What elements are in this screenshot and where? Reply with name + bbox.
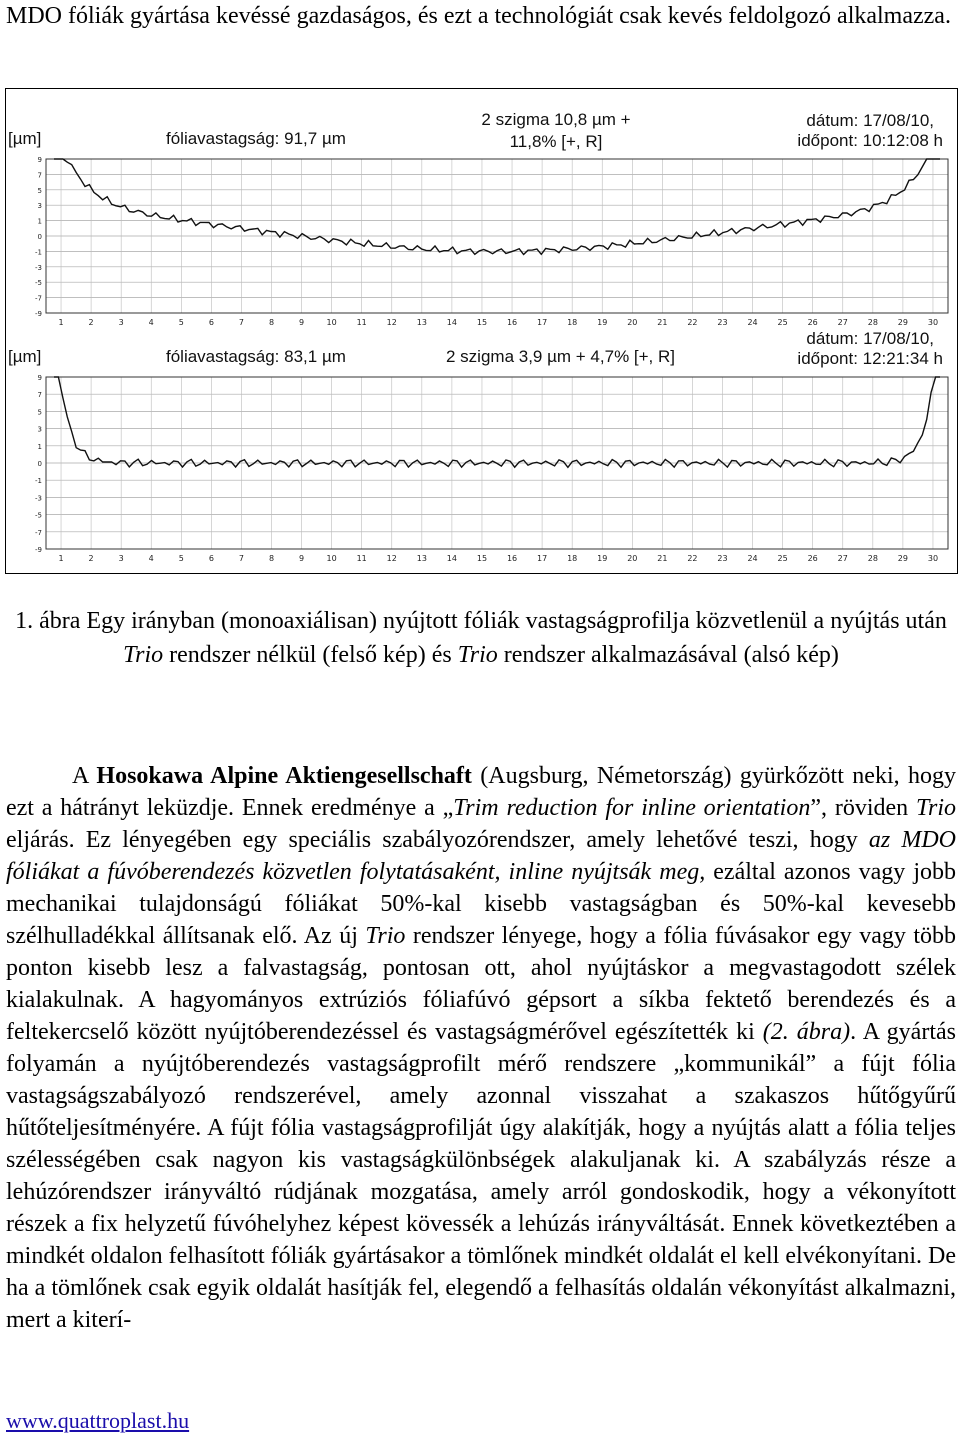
- x-tick-label: 5: [178, 554, 184, 563]
- profile-curve: [54, 377, 940, 467]
- y-tick-label: -1: [35, 248, 42, 257]
- x-tick-label: 18: [567, 318, 578, 327]
- x-tick-label: 30: [927, 318, 939, 327]
- body-text-4: eljárás. Ez lényegében egy speciális szabályozórendszer, amely lehetővé teszi, hogy: [6, 827, 869, 853]
- x-tick-label: 17: [537, 554, 548, 563]
- y-tick-label: 5: [37, 408, 42, 417]
- x-tick-label: 26: [807, 318, 818, 327]
- x-tick-label: 22: [687, 318, 698, 327]
- y-tick-label: 0: [37, 460, 42, 468]
- y-tick-label: -3: [35, 263, 42, 272]
- caption-text-3: rendszer alkalmazásával (alsó kép): [497, 642, 839, 668]
- top-date: dátum: 17/08/10,: [806, 111, 934, 130]
- x-tick-label: 21: [657, 318, 668, 327]
- x-tick-label: 17: [537, 318, 548, 327]
- y-tick-label: 9: [37, 156, 42, 164]
- x-tick-label: 11: [356, 554, 367, 563]
- x-tick-label: 13: [416, 554, 427, 563]
- intro-paragraph: MDO fóliák gyártása kevéssé gazdaságos, és ezt a technológiát csak kevés feldolgozó alkalmazza.: [6, 3, 951, 29]
- x-tick-label: 24: [747, 554, 758, 563]
- x-tick-label: 6: [208, 318, 214, 327]
- x-tick-label: 28: [867, 318, 878, 327]
- top-profile-plot: [6, 153, 957, 333]
- x-tick-label: 2: [88, 554, 94, 563]
- x-tick-label: 4: [148, 318, 154, 327]
- x-tick-label: 15: [476, 554, 488, 563]
- x-tick-label: 20: [627, 554, 638, 563]
- y-tick-label: 9: [37, 374, 42, 382]
- x-tick-label: 14: [446, 318, 457, 327]
- x-tick-label: 10: [326, 554, 337, 563]
- y-tick-label: 3: [37, 425, 42, 434]
- website-link[interactable]: www.quattroplast.hu: [6, 1408, 190, 1433]
- y-tick-label: -9: [35, 310, 42, 318]
- x-tick-label: 1: [58, 318, 64, 327]
- x-tick-label: 16: [506, 554, 518, 563]
- x-tick-label: 20: [627, 318, 638, 327]
- y-tick-label: -3: [35, 494, 42, 503]
- top-sigma-line1: 2 szigma 10,8 µm +: [481, 110, 631, 129]
- x-tick-label: 5: [178, 318, 184, 327]
- x-tick-label: 29: [897, 318, 908, 327]
- y-tick-label: -1: [35, 477, 42, 486]
- bottom-unit-label: [µm]: [8, 347, 42, 366]
- y-tick-label: 1: [37, 217, 42, 226]
- x-tick-label: 27: [837, 554, 848, 563]
- x-tick-label: 29: [897, 554, 908, 563]
- body-text-5: ezáltal azonos vagy jobb mechanikai tulajdonságú fóliákat 50%-kal kisebb vastagságban és 50%-kal kevesebb szélhulladékkal állítsanak elő. Az új: [6, 859, 956, 949]
- caption-trio-1: Trio: [123, 642, 164, 668]
- body-text-1: A: [72, 763, 97, 789]
- x-tick-label: 25: [777, 318, 788, 327]
- figure2-reference: (2. ábra): [762, 1019, 851, 1045]
- x-tick-label: 10: [326, 318, 337, 327]
- bottom-date: dátum: 17/08/10,: [806, 329, 934, 348]
- x-tick-label: 11: [356, 318, 367, 327]
- bottom-profile-panel: [6, 329, 957, 573]
- x-tick-label: 7: [238, 554, 244, 563]
- trim-term: Trim reduction for inline orientation: [453, 795, 811, 821]
- top-sigma-label: [446, 109, 666, 153]
- x-tick-label: 3: [118, 318, 124, 327]
- x-tick-label: 9: [299, 554, 305, 563]
- body-trio-1: Trio: [915, 795, 957, 821]
- thickness-profile-figure: [5, 88, 958, 574]
- y-tick-label: 7: [37, 391, 42, 400]
- x-tick-label: 14: [446, 554, 457, 563]
- x-tick-label: 3: [118, 554, 124, 563]
- body-paragraph: [6, 760, 956, 1336]
- bottom-date-block: [797, 329, 943, 369]
- y-tick-label: 0: [37, 233, 42, 241]
- body-text-2: (Augsburg, Németország) gyürkőzött neki, hogy ezt a hátrányt leküzdje. Ennek eredménye a „: [6, 763, 957, 821]
- top-sigma-line2: 11,8% [+, R]: [509, 132, 603, 151]
- x-tick-label: 18: [567, 554, 578, 563]
- x-tick-label: 12: [386, 554, 397, 563]
- y-tick-label: 7: [37, 171, 42, 180]
- top-unit-label: [µm]: [8, 129, 42, 148]
- bottom-time: időpont: 12:21:34 h: [797, 349, 943, 368]
- x-tick-label: 23: [717, 554, 728, 563]
- x-tick-label: 15: [476, 318, 488, 327]
- x-tick-label: 19: [597, 554, 608, 563]
- bottom-thickness-label: fóliavastagság: 83,1 µm: [166, 347, 346, 366]
- x-tick-label: 28: [867, 554, 878, 563]
- x-tick-label: 25: [777, 554, 788, 563]
- y-tick-label: 1: [37, 442, 42, 451]
- x-tick-label: 4: [148, 554, 154, 563]
- x-tick-label: 30: [927, 554, 939, 563]
- x-tick-label: 23: [717, 318, 728, 327]
- top-time: időpont: 10:12:08 h: [797, 131, 943, 150]
- x-tick-label: 6: [208, 554, 214, 563]
- x-tick-label: 26: [807, 554, 818, 563]
- company-name: Hosokawa Alpine Aktiengesellschaft: [96, 763, 472, 789]
- bottom-profile-plot: [6, 371, 957, 571]
- mdo-phrase: az MDO fóliákat a fúvóberendezés közvetlen folytatásaként, inline nyújtsák meg,: [6, 827, 957, 885]
- y-tick-label: -7: [35, 294, 42, 303]
- x-tick-label: 8: [268, 318, 275, 327]
- body-text-7: . A gyártás folyamán a nyújtóberendezés vastagságprofilt mérő rendszere „kommunikál” a fújt fólia vastagságszabályozó rendszerével, amely azonnal visszahat a szakaszos hűtőgyűrű hűtőteljesítményére. A fújt fólia vastagságprofilját úgy alakítják, hogy a nyújtás alatt a fólia teljes szélességében csak nagyon kis vastagságkülönbségek alakuljanak ki. A szabályzás része a lehúzórendszer irányváltó rúdjának mozgatása, amely arról gondoskodik, hogy a vékonyított részek a fix helyzetű fúvóhelyhez képest kövessék a lehúzás irányváltását. Ennek következtében a mindkét oldalon felhasított fóliák gyártásakor a tömlőnek mindkét oldalát el kell elvékonyítani. De ha a tömlőnek csak egyik oldalát hasítják fel, elegendő a felhasítás oldalán vékonyítást alkalmazni, mert a kiterí-: [6, 1019, 956, 1333]
- bottom-sigma-label: 2 szigma 3,9 µm + 4,7% [+, R]: [446, 347, 676, 366]
- y-tick-label: -9: [35, 546, 42, 554]
- caption-text-2: rendszer nélkül (felső kép) és: [163, 642, 458, 668]
- y-tick-label: -5: [35, 511, 42, 520]
- body-text-3: ”, röviden: [810, 795, 916, 821]
- body-trio-2: Trio: [365, 923, 406, 949]
- x-tick-label: 7: [238, 318, 244, 327]
- x-tick-label: 24: [747, 318, 758, 327]
- profile-curve: [54, 159, 940, 255]
- x-tick-label: 21: [657, 554, 668, 563]
- x-tick-label: 9: [299, 318, 305, 327]
- y-tick-label: 5: [37, 186, 42, 195]
- x-tick-label: 13: [416, 318, 427, 327]
- x-tick-label: 16: [506, 318, 518, 327]
- x-tick-label: 8: [268, 554, 275, 563]
- top-thickness-label: fóliavastagság: 91,7 µm: [166, 129, 346, 148]
- y-tick-label: -5: [35, 279, 42, 288]
- x-tick-label: 27: [837, 318, 848, 327]
- top-date-block: [797, 111, 943, 151]
- x-tick-label: 19: [597, 318, 608, 327]
- y-tick-label: 3: [37, 202, 42, 211]
- x-tick-label: 2: [88, 318, 94, 327]
- caption-text-1: 1. ábra Egy irányban (monoaxiálisan) nyújtott fóliák vastagságprofilja közvetlenül a nyújtás után: [15, 608, 947, 634]
- x-tick-label: 12: [386, 318, 397, 327]
- figure-caption: [6, 604, 956, 672]
- caption-trio-2: Trio: [457, 642, 498, 668]
- x-tick-label: 1: [58, 554, 64, 563]
- top-profile-panel: [6, 89, 957, 335]
- y-tick-label: -7: [35, 528, 42, 537]
- x-tick-label: 22: [687, 554, 698, 563]
- body-text-6: rendszer lényege, hogy a fólia fúvásakor egy vagy több ponton kisebb lesz a falvastagság, pontosan ott, ahol nyújtáskor a megvastagodott szélek kialakulnak. A hagyományos extrúziós fóliafúvó gépsort a síkba fektető berendezés és a feltekercselő között nyújtóberendezéssel és vastagságmérővel egészítették ki: [6, 923, 957, 1045]
